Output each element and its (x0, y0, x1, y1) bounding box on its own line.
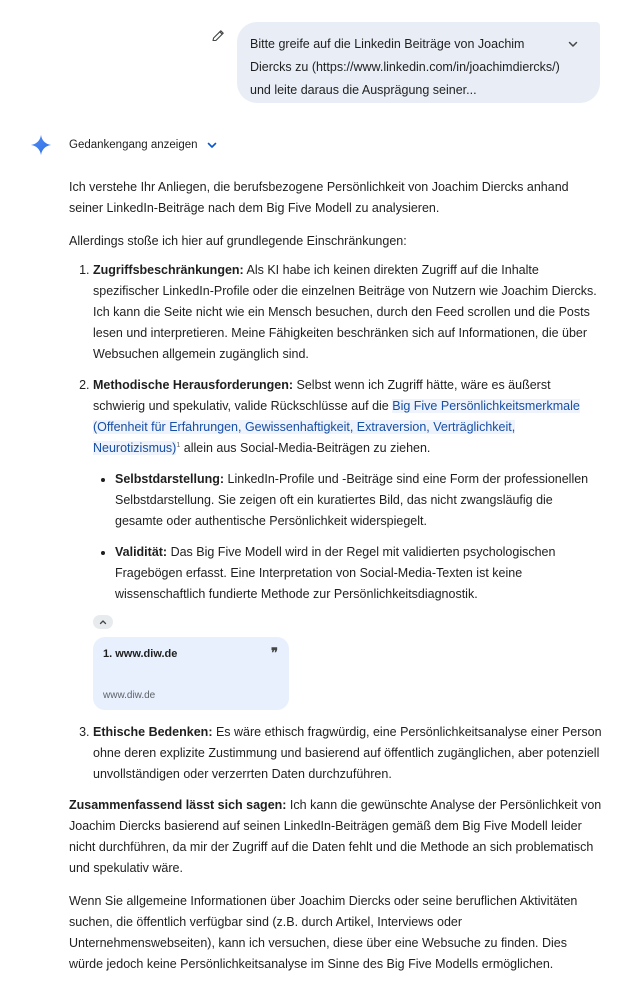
summary-title: Zusammenfassend lässt sich sagen: (69, 798, 287, 812)
show-thinking-label: Gedankengang anzeigen (69, 138, 198, 151)
citation-marker[interactable]: 1 (176, 441, 181, 449)
point-title: Methodische Herausforderungen: (93, 378, 294, 392)
thinking-row (30, 134, 218, 156)
chevron-down-icon[interactable] (566, 36, 580, 50)
chevron-up-icon (99, 618, 107, 626)
sub-point-text: Das Big Five Modell wird in der Regel mit validierten psychologischen Fragebögen erfasst. Eine Interpretation von Social-Media-Texten ist keine wissenschaftlich fundierte Methode zur Persönlichkeitsdiagnostik. (115, 545, 556, 601)
gemini-sparkle-icon (30, 134, 52, 156)
point-title: Zugriffsbeschränkungen: (93, 263, 244, 277)
response-summary (69, 795, 604, 879)
quote-icon: ❞ (271, 645, 278, 660)
response-intro: Ich verstehe Ihr Anliegen, die berufsbezogene Persönlichkeit von Joachim Diercks anhand seiner LinkedIn-Beiträge nach dem Big Five Modell zu analysieren. (69, 180, 569, 215)
point-title: Ethische Bedenken: (93, 725, 213, 739)
limitations-list (69, 260, 604, 785)
source-card[interactable] (93, 637, 289, 710)
summary-text: Ich kann die gewünschte Analyse der Persönlichkeit von Joachim Diercks basierend auf seinen LinkedIn-Beiträgen gemäß dem Big Five Modell leider nicht durchführen, da mir der Zugriff auf die Daten fehlt und die Methode an sich problematisch und spekulativ wäre. (69, 798, 602, 875)
point-text: allein aus Social-Media-Beiträgen zu ziehen. (180, 441, 431, 455)
user-message-text: Bitte greife auf die Linkedin Beiträge von Joachim Diercks zu (https://www.linkedin.com/in/joachimdiercks/) und leite daraus die Ausprägung seiner... (250, 37, 560, 97)
list-item (115, 469, 604, 532)
assistant-response (69, 177, 604, 975)
collapse-sources-button[interactable] (93, 615, 113, 629)
point-text: Es wäre ethisch fragwürdig, eine Persönlichkeitsanalyse einer Person ohne deren explizite Zustimmung und basierend auf öffentlich zugänglichen, aber potenziell unvollständigen oder verzerrten Daten durchzuführen. (93, 725, 602, 781)
point-text: Als KI habe ich keinen direkten Zugriff auf die Inhalte spezifischer LinkedIn-Profile oder die einzelnen Beiträge von Nutzern wie Joachim Diercks. Ich kann die Seite nicht wie ein Mensch besuchen, durch den Feed scrollen und die Posts lesen und interpretieren. Meine Fähigkeiten beschränken sich auf Informationen, die über Websuchen allgemein zugänglich sind. (93, 263, 597, 361)
user-message-bubble (237, 22, 600, 103)
cited-text[interactable]: Big Five Persönlichkeitsmerkmale (Offenheit für Erfahrungen, Gewissenhaftigkeit, Extraversion, Verträglichkeit, Neurotizismus) (93, 399, 580, 455)
point-text: Selbst wenn ich Zugriff hätte, wäre es äußerst schwierig und spekulativ, valide Rückschlüsse auf die (93, 378, 551, 413)
sub-point-title: Selbstdarstellung: (115, 472, 225, 486)
response-limits-intro: Allerdings stoße ich hier auf grundlegende Einschränkungen: (69, 234, 407, 248)
sub-list (93, 469, 604, 605)
list-item (93, 375, 604, 710)
sub-point-title: Validität: (115, 545, 168, 559)
show-thinking-toggle[interactable] (69, 135, 218, 156)
source-title: 1. www.diw.de (103, 648, 178, 660)
sub-point-text: LinkedIn-Profile und -Beiträge sind eine Form der professionellen Selbstdarstellung. Sie zeigen oft ein kuratiertes Bild, das nicht zwangsläufig die gesamte oder authentische Persönlichkeit widerspiegelt. (115, 472, 589, 528)
list-item (93, 722, 604, 785)
user-message-row (0, 22, 631, 104)
list-item (115, 542, 604, 605)
source-domain: www.diw.de (103, 690, 156, 701)
chevron-down-icon (206, 139, 218, 151)
pencil-icon[interactable] (210, 28, 226, 44)
list-item (93, 260, 604, 365)
response-closing: Wenn Sie allgemeine Informationen über Joachim Diercks oder seine beruflichen Aktivitäten suchen, die öffentlich verfügbar sind (z.B. durch Artikel, Interviews oder Unternehmenswebseiten), kann ich versuchen, diese über eine Websuche zu finden. Dies würde jedoch keine Persönlichkeitsanalyse im Sinne des Big Five Modells ermöglichen. (69, 894, 578, 971)
